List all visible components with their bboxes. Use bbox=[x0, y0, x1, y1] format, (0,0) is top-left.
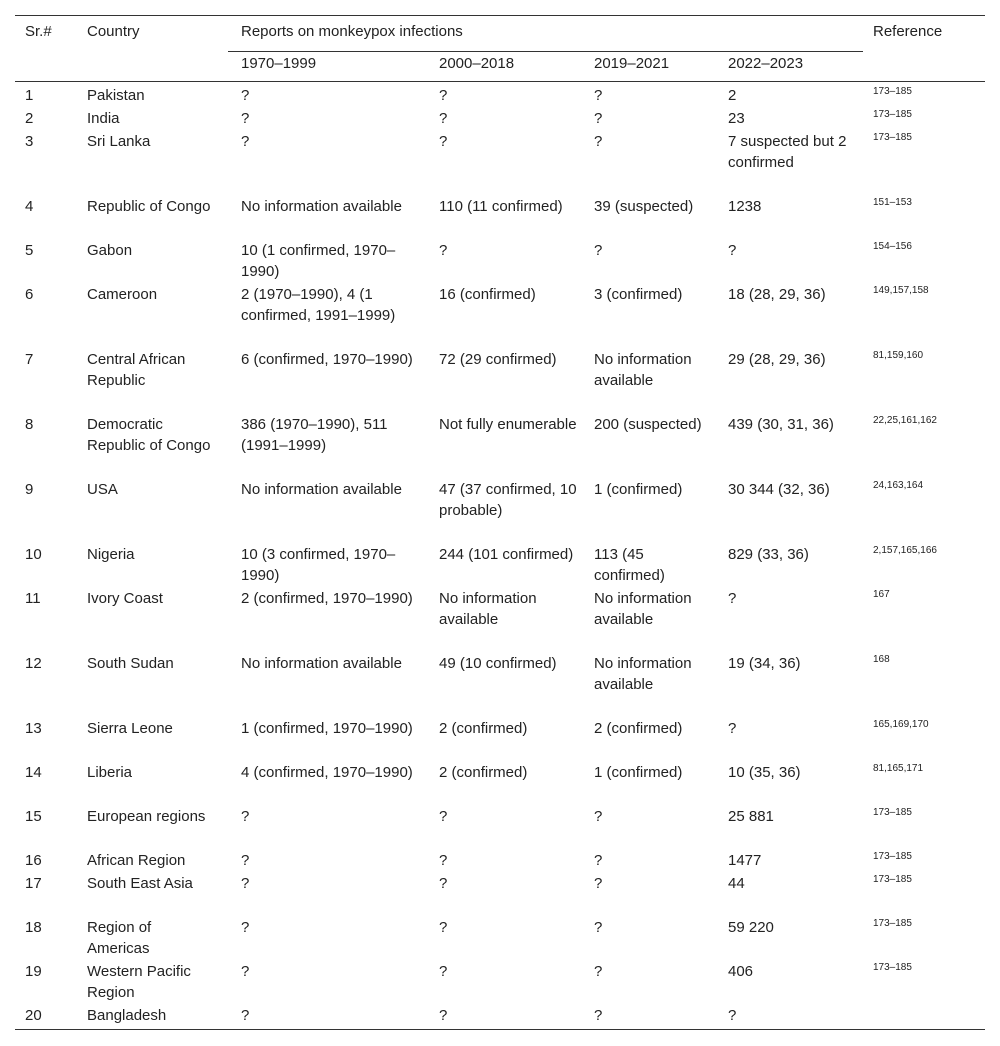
cell-sr: 7 bbox=[25, 351, 34, 368]
cell-p2: 47 (37 confirmed, 10 probable) bbox=[439, 481, 577, 519]
header-country: Country bbox=[87, 23, 140, 40]
cell-sr: 5 bbox=[25, 242, 34, 259]
cell-sr: 3 bbox=[25, 133, 34, 150]
cell-country: Ivory Coast bbox=[87, 590, 163, 607]
cell-sr: 12 bbox=[25, 655, 42, 672]
cell-p2: ? bbox=[439, 242, 448, 259]
cell-p4: 23 bbox=[728, 110, 745, 127]
cell-p3: ? bbox=[594, 919, 603, 936]
cell-p2: ? bbox=[439, 133, 448, 150]
cell-p2: ? bbox=[439, 852, 448, 869]
cell-sr: 14 bbox=[25, 764, 42, 781]
cell-ref: 173–185 bbox=[873, 86, 912, 97]
cell-ref: 81,159,160 bbox=[873, 350, 924, 361]
cell-p2: ? bbox=[439, 875, 448, 892]
cell-p2: 72 (29 confirmed) bbox=[439, 351, 557, 368]
cell-p1: ? bbox=[241, 875, 250, 892]
cell-ref: 22,25,161,162 bbox=[873, 415, 937, 426]
cell-p3: ? bbox=[594, 87, 603, 104]
header-period-1970-1999: 1970–1999 bbox=[241, 55, 317, 72]
header-reference: Reference bbox=[873, 23, 943, 40]
cell-p1: 386 (1970–1990), 511 (1991–1999) bbox=[241, 416, 388, 454]
cell-p3: No information available bbox=[594, 351, 692, 389]
cell-sr: 20 bbox=[25, 1007, 42, 1024]
cell-sr: 2 bbox=[25, 110, 34, 127]
cell-p1: ? bbox=[241, 919, 250, 936]
cell-p1: 4 (confirmed, 1970–1990) bbox=[241, 764, 413, 781]
cell-p3: 1 (confirmed) bbox=[594, 764, 683, 781]
cell-p3: 39 (suspected) bbox=[594, 198, 694, 215]
cell-p3: 3 (confirmed) bbox=[594, 286, 683, 303]
cell-ref: 173–185 bbox=[873, 918, 912, 929]
cell-p1: ? bbox=[241, 1007, 250, 1024]
cell-p4: 25 881 bbox=[728, 808, 774, 825]
cell-p4: 2 bbox=[728, 87, 737, 104]
cell-ref: 173–185 bbox=[873, 962, 912, 973]
cell-p1: 10 (1 confirmed, 1970–1990) bbox=[241, 242, 396, 280]
cell-p4: 44 bbox=[728, 875, 745, 892]
cell-p3: ? bbox=[594, 808, 603, 825]
cell-p3: ? bbox=[594, 242, 603, 259]
cell-ref: 173–185 bbox=[873, 132, 912, 143]
cell-country: Region of Americas bbox=[87, 919, 152, 957]
cell-p1: ? bbox=[241, 808, 250, 825]
cell-p1: ? bbox=[241, 133, 250, 150]
cell-ref: 151–153 bbox=[873, 197, 912, 208]
cell-p3: No information available bbox=[594, 655, 692, 693]
cell-country: Liberia bbox=[87, 764, 133, 781]
cell-p2: 49 (10 confirmed) bbox=[439, 655, 557, 672]
cell-sr: 16 bbox=[25, 852, 42, 869]
cell-p1: 1 (confirmed, 1970–1990) bbox=[241, 720, 413, 737]
cell-country: India bbox=[87, 110, 120, 127]
cell-ref: 165,169,170 bbox=[873, 719, 929, 730]
cell-ref: 24,163,164 bbox=[873, 480, 924, 491]
cell-p2: Not fully enumerable bbox=[439, 416, 577, 433]
cell-ref: 173–185 bbox=[873, 851, 912, 862]
cell-p2: 2 (confirmed) bbox=[439, 720, 528, 737]
cell-sr: 11 bbox=[25, 590, 41, 607]
cell-ref: 167 bbox=[873, 589, 890, 600]
cell-ref: 154–156 bbox=[873, 241, 912, 252]
cell-p1: ? bbox=[241, 110, 250, 127]
cell-p1: No information available bbox=[241, 481, 402, 498]
cell-p4: 10 (35, 36) bbox=[728, 764, 801, 781]
cell-p2: No information available bbox=[439, 590, 537, 628]
table-top-rule bbox=[15, 15, 985, 16]
cell-p4: 406 bbox=[728, 963, 754, 980]
cell-p1: No information available bbox=[241, 655, 402, 672]
cell-sr: 19 bbox=[25, 963, 42, 980]
cell-sr: 15 bbox=[25, 808, 42, 825]
cell-p3: 1 (confirmed) bbox=[594, 481, 683, 498]
cell-p2: ? bbox=[439, 110, 448, 127]
cell-p3: 200 (suspected) bbox=[594, 416, 702, 433]
cell-p1: ? bbox=[241, 87, 250, 104]
cell-p4: 439 (30, 31, 36) bbox=[728, 416, 834, 433]
cell-country: Central African Republic bbox=[87, 351, 186, 389]
cell-country: Gabon bbox=[87, 242, 133, 259]
cell-p4: ? bbox=[728, 590, 737, 607]
cell-country: Sierra Leone bbox=[87, 720, 173, 737]
cell-p4: ? bbox=[728, 1007, 737, 1024]
cell-country: African Region bbox=[87, 852, 186, 869]
cell-country: Cameroon bbox=[87, 286, 158, 303]
cell-sr: 13 bbox=[25, 720, 42, 737]
cell-p4: ? bbox=[728, 242, 737, 259]
cell-p1: ? bbox=[241, 852, 250, 869]
cell-p3: ? bbox=[594, 963, 603, 980]
cell-p2: ? bbox=[439, 87, 448, 104]
cell-country: Democratic Republic of Congo bbox=[87, 416, 211, 454]
cell-country: South East Asia bbox=[87, 875, 193, 892]
cell-country: South Sudan bbox=[87, 655, 174, 672]
group-header-rule bbox=[228, 51, 863, 52]
cell-p1: No information available bbox=[241, 198, 402, 215]
cell-p4: ? bbox=[728, 720, 737, 737]
cell-p1: 2 (confirmed, 1970–1990) bbox=[241, 590, 413, 607]
cell-sr: 17 bbox=[25, 875, 42, 892]
cell-ref: 168 bbox=[873, 654, 890, 665]
cell-country: Bangladesh bbox=[87, 1007, 167, 1024]
cell-country: Republic of Congo bbox=[87, 198, 211, 215]
header-period-2022-2023: 2022–2023 bbox=[728, 55, 804, 72]
cell-p3: ? bbox=[594, 133, 603, 150]
cell-country: European regions bbox=[87, 808, 206, 825]
cell-ref: 173–185 bbox=[873, 807, 912, 818]
cell-p4: 18 (28, 29, 36) bbox=[728, 286, 826, 303]
cell-ref: 81,165,171 bbox=[873, 763, 924, 774]
header-period-2000-2018: 2000–2018 bbox=[439, 55, 515, 72]
cell-country: USA bbox=[87, 481, 118, 498]
cell-p2: 110 (11 confirmed) bbox=[439, 198, 563, 215]
table-bottom-rule bbox=[15, 1029, 985, 1030]
cell-sr: 4 bbox=[25, 198, 34, 215]
cell-p4: 829 (33, 36) bbox=[728, 546, 809, 563]
cell-sr: 6 bbox=[25, 286, 34, 303]
cell-p2: 16 (confirmed) bbox=[439, 286, 536, 303]
cell-sr: 8 bbox=[25, 416, 34, 433]
cell-p4: 1477 bbox=[728, 852, 762, 869]
cell-p1: 10 (3 confirmed, 1970–1990) bbox=[241, 546, 396, 584]
header-sr: Sr.# bbox=[25, 23, 52, 40]
cell-p2: ? bbox=[439, 919, 448, 936]
cell-country: Nigeria bbox=[87, 546, 135, 563]
cell-p4: 19 (34, 36) bbox=[728, 655, 801, 672]
cell-p2: 2 (confirmed) bbox=[439, 764, 528, 781]
cell-country: Pakistan bbox=[87, 87, 145, 104]
cell-p4: 1238 bbox=[728, 198, 762, 215]
cell-p3: No information available bbox=[594, 590, 692, 628]
header-period-2019-2021: 2019–2021 bbox=[594, 55, 670, 72]
cell-ref: 173–185 bbox=[873, 109, 912, 120]
cell-p1: ? bbox=[241, 963, 250, 980]
cell-p1: 2 (1970–1990), 4 (1 confirmed, 1991–1999) bbox=[241, 286, 396, 324]
cell-p2: ? bbox=[439, 1007, 448, 1024]
cell-p2: ? bbox=[439, 963, 448, 980]
cell-p3: ? bbox=[594, 110, 603, 127]
cell-p3: 2 (confirmed) bbox=[594, 720, 683, 737]
header-reports-group: Reports on monkeypox infections bbox=[241, 23, 463, 40]
cell-p4: 59 220 bbox=[728, 919, 774, 936]
cell-p3: ? bbox=[594, 875, 603, 892]
cell-p4: 7 suspected but 2 confirmed bbox=[728, 133, 847, 171]
cell-p1: 6 (confirmed, 1970–1990) bbox=[241, 351, 413, 368]
cell-p3: 113 (45 confirmed) bbox=[594, 546, 665, 584]
cell-p3: ? bbox=[594, 852, 603, 869]
cell-p2: 244 (101 confirmed) bbox=[439, 546, 574, 563]
cell-p2: ? bbox=[439, 808, 448, 825]
cell-sr: 10 bbox=[25, 546, 42, 563]
cell-ref: 2,157,165,166 bbox=[873, 545, 937, 556]
cell-country: Western Pacific Region bbox=[87, 963, 191, 1001]
cell-p4: 29 (28, 29, 36) bbox=[728, 351, 826, 368]
cell-p3: ? bbox=[594, 1007, 603, 1024]
cell-ref: 173–185 bbox=[873, 874, 912, 885]
cell-sr: 1 bbox=[25, 87, 34, 104]
cell-ref: 149,157,158 bbox=[873, 285, 929, 296]
header-bottom-rule bbox=[15, 81, 985, 82]
cell-p4: 30 344 (32, 36) bbox=[728, 481, 830, 498]
cell-sr: 9 bbox=[25, 481, 34, 498]
cell-sr: 18 bbox=[25, 919, 42, 936]
cell-country: Sri Lanka bbox=[87, 133, 151, 150]
